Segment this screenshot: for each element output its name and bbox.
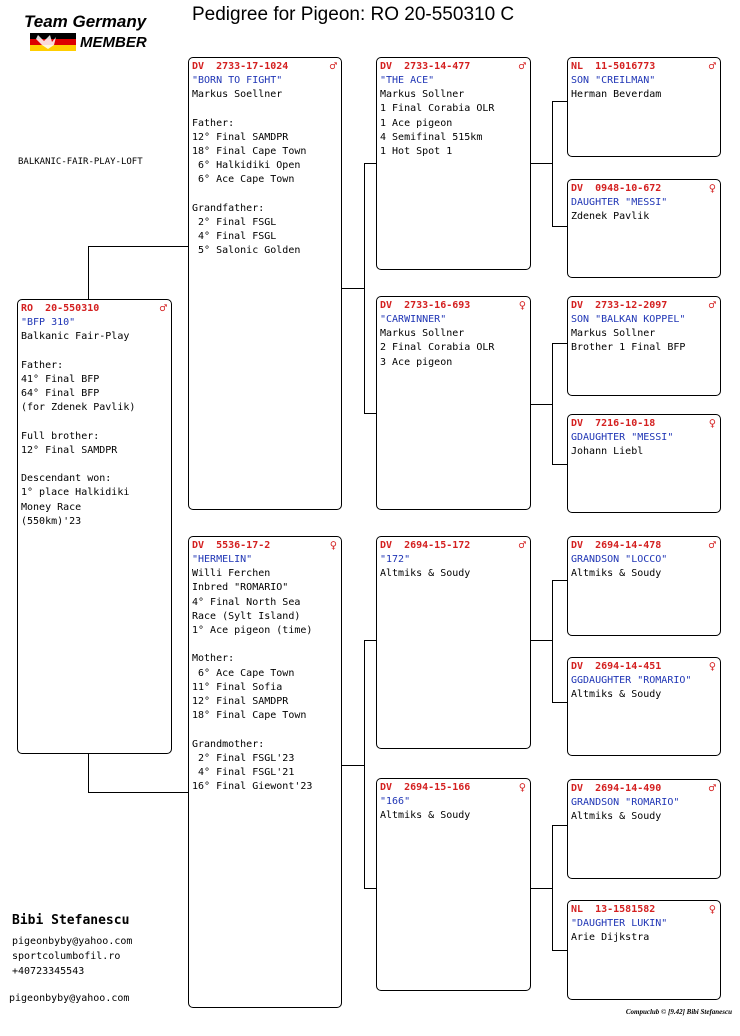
ring-number — [380, 781, 527, 795]
connector — [364, 163, 365, 413]
pigeon-info-line — [192, 723, 338, 737]
female-symbol-icon: ♀ — [708, 416, 716, 430]
connector — [88, 246, 89, 301]
ring-number — [571, 903, 717, 917]
pigeon-info-line: 12° Final SAMDPR — [21, 444, 118, 456]
pigeon-name: SON "CREILMAN" — [571, 75, 656, 86]
connector — [552, 101, 567, 102]
pigeon-info-line — [21, 415, 168, 429]
female-symbol-icon: ♀ — [518, 298, 526, 312]
connector — [364, 413, 376, 414]
female-symbol-icon: ♀ — [708, 659, 716, 673]
pigeon-card-mf — [376, 536, 531, 749]
pigeon-info-line: (550km)'23 — [21, 515, 82, 527]
ring-number — [192, 60, 338, 74]
pigeon-info-line: Zdenek Pavlik — [571, 211, 650, 223]
connector — [552, 343, 553, 464]
pigeon-info-line: Father: — [192, 117, 235, 129]
pigeon-card-mmm — [567, 900, 721, 1000]
pigeon-info-line: Race (Sylt Island) — [192, 610, 301, 622]
ring-number — [571, 182, 717, 196]
ring-number — [380, 539, 527, 553]
connector — [552, 226, 567, 227]
ring-text: DV 0948-10-672 — [571, 183, 662, 194]
pigeon-info-line: Markus Sollner — [571, 328, 656, 340]
ring-text: DV 7216-10-18 — [571, 418, 656, 429]
pigeon-name: "172" — [380, 554, 411, 565]
pigeon-info-line: Money Race — [21, 501, 82, 513]
ring-number — [571, 417, 717, 431]
ring-text: DV 2733-12-2097 — [571, 300, 668, 311]
pigeon-card-fmm — [567, 414, 721, 513]
ring-text: DV 2694-14-478 — [571, 540, 662, 551]
pigeon-info-line: 4 Semifinal 515km — [380, 131, 483, 143]
pigeon-info-line: 1 Ace pigeon — [380, 117, 453, 129]
pigeon-info-line: 18° Final Cape Town — [192, 146, 307, 157]
ring-text: DV 2694-14-490 — [571, 783, 662, 794]
pigeon-name: GDAUGHTER "MESSI" — [571, 432, 674, 443]
male-symbol-icon: ♂ — [708, 59, 716, 73]
pigeon-info-line: Full brother: — [21, 430, 100, 442]
pigeon-name: "BORN TO FIGHT" — [192, 75, 283, 86]
pigeon-info-line: Herman Beverdam — [571, 89, 662, 101]
pigeon-info-line: Brother 1 Final BFP — [571, 342, 686, 354]
logo-line1: Team Germany — [24, 12, 147, 31]
pigeon-info-line: Altmiks & Soudy — [571, 568, 662, 580]
pigeon-info-line: Markus Soellner — [192, 89, 283, 101]
connector — [530, 163, 552, 164]
pigeon-info-line: 3 Ace pigeon — [380, 356, 453, 368]
pigeon-card-father — [188, 57, 342, 510]
male-symbol-icon: ♂ — [518, 538, 526, 552]
connector — [364, 640, 365, 888]
male-symbol-icon: ♂ — [159, 301, 167, 315]
pigeon-card-mother — [188, 536, 342, 1008]
pigeon-name: GGDAUGHTER "ROMARIO" — [571, 675, 692, 686]
pigeon-info-line: Descendant won: — [21, 473, 112, 485]
pigeon-name: "HERMELIN" — [192, 554, 253, 565]
pigeon-info-line: Johann Liebl — [571, 446, 644, 458]
pigeon-info-line: 6° Halkidiki Open — [192, 160, 301, 172]
pigeon-info-line: 12° Final SAMDPR — [192, 696, 289, 708]
connector — [364, 888, 376, 889]
pigeon-info-line: 4° Final FSGL — [192, 231, 277, 243]
ring-text: NL 13-1581582 — [571, 904, 656, 915]
ring-text: NL 11-5016773 — [571, 61, 656, 72]
pigeon-card-ffm — [567, 179, 721, 278]
connector — [364, 640, 376, 641]
pigeon-info-line: 16° Final Giewont'23 — [192, 781, 313, 793]
pigeon-card-fm — [376, 296, 531, 510]
pigeon-info-line: 2 Final Corabia OLR — [380, 342, 495, 354]
female-symbol-icon: ♀ — [708, 902, 716, 916]
ring-number — [571, 660, 717, 674]
pigeon-info-line: Mother: — [192, 653, 235, 665]
connector — [552, 702, 567, 703]
connector — [530, 888, 552, 889]
pigeon-info-line: Markus Sollner — [380, 89, 465, 101]
connector — [364, 163, 376, 164]
pigeon-name: "CARWINNER" — [380, 314, 447, 325]
ring-text: DV 2733-17-1024 — [192, 61, 289, 72]
pigeon-info-line — [192, 188, 338, 202]
pigeon-card-mmf — [567, 779, 721, 879]
pigeon-name: "BFP 310" — [21, 317, 76, 328]
pigeon-info-line: 6° Ace Cape Town — [192, 174, 295, 186]
male-symbol-icon: ♂ — [708, 298, 716, 312]
female-symbol-icon: ♀ — [329, 538, 337, 552]
team-germany-logo — [22, 12, 172, 56]
eagle-flag-icon — [30, 33, 76, 51]
pigeon-info-line: 4° Final FSGL'21 — [192, 767, 295, 779]
ring-text: RO 20-550310 — [21, 303, 100, 314]
pigeon-name: "THE ACE" — [380, 75, 435, 86]
connector — [552, 580, 553, 702]
ring-number — [571, 60, 717, 74]
pigeon-card-fmf — [567, 296, 721, 396]
pigeon-info-line — [21, 458, 168, 472]
pigeon-info-line: 12° Final SAMDPR — [192, 131, 289, 143]
pigeon-info-line: Altmiks & Soudy — [571, 811, 662, 823]
logo-line2: MEMBER — [80, 34, 147, 51]
pigeon-info-line: Balkanic Fair-Play — [21, 331, 130, 343]
connector — [552, 825, 567, 826]
pigeon-info-line: Grandfather: — [192, 202, 265, 214]
connector — [88, 792, 189, 793]
ring-number — [192, 539, 338, 553]
pigeon-info-line: 18° Final Cape Town — [192, 710, 307, 722]
connector — [552, 825, 553, 950]
pigeon-card-subject — [17, 299, 172, 754]
male-symbol-icon: ♂ — [518, 59, 526, 73]
pigeon-name: "DAUGHTER LUKIN" — [571, 918, 668, 929]
ring-text: DV 5536-17-2 — [192, 540, 271, 551]
breeder-website[interactable]: sportcolumbofil.ro — [12, 951, 121, 962]
pigeon-info-line: 4° Final North Sea — [192, 596, 301, 608]
breeder-phone: +40723345543 — [12, 966, 85, 977]
breeder-email-bottom[interactable]: pigeonbyby@yahoo.com — [9, 993, 130, 1004]
ring-text: DV 2694-14-451 — [571, 661, 662, 672]
pigeon-info-line: 2° Final FSGL — [192, 217, 277, 228]
breeder-email[interactable]: pigeonbyby@yahoo.com — [12, 936, 133, 947]
pigeon-card-mff — [567, 536, 721, 636]
ring-number — [21, 302, 168, 316]
pigeon-info-line: Father: — [21, 359, 64, 371]
pigeon-info-line: 5° Salonic Golden — [192, 245, 301, 257]
ring-number — [571, 299, 717, 313]
connector — [530, 404, 552, 405]
ring-number — [380, 60, 527, 74]
pigeon-info-line — [21, 344, 168, 358]
pigeon-name: SON "BALKAN KOPPEL" — [571, 314, 686, 325]
loft-name: BALKANIC-FAIR-PLAY-LOFT — [18, 157, 143, 167]
page-title: Pedigree for Pigeon: RO 20-550310 C — [192, 4, 515, 25]
pigeon-info-line: 64° Final BFP — [21, 388, 100, 399]
connector — [552, 950, 567, 951]
pigeon-card-mm — [376, 778, 531, 991]
pigeon-info-line: 1 Final Corabia OLR — [380, 103, 495, 115]
male-symbol-icon: ♂ — [329, 59, 337, 73]
ring-number — [571, 782, 717, 796]
pigeon-info-line: 1° Ace pigeon (time) — [192, 625, 313, 637]
connector — [341, 288, 364, 289]
pigeon-info-line: Willi Ferchen — [192, 568, 271, 580]
pigeon-name: GRANDSON "ROMARIO" — [571, 797, 680, 808]
pigeon-info-line: Grandmother: — [192, 738, 265, 750]
pigeon-info-line: 1 Hot Spot 1 — [380, 146, 453, 158]
ring-text: DV 2733-16-693 — [380, 300, 471, 311]
pigeon-info-line: 41° Final BFP — [21, 373, 100, 385]
pigeon-info-line: Altmiks & Soudy — [571, 689, 662, 701]
pigeon-info-line: Inbred "ROMARIO" — [192, 582, 289, 594]
connector — [341, 765, 364, 766]
pigeon-info-line: Altmiks & Soudy — [380, 810, 471, 822]
connector — [552, 580, 567, 581]
pigeon-name: GRANDSON "LOCCO" — [571, 554, 668, 565]
male-symbol-icon: ♂ — [708, 538, 716, 552]
pigeon-info-line: 6° Ace Cape Town — [192, 667, 295, 679]
pigeon-info-line — [192, 638, 338, 652]
pigeon-info-line: Markus Sollner — [380, 328, 465, 340]
connector — [552, 464, 567, 465]
pigeon-info-line: Altmiks & Soudy — [380, 568, 471, 580]
pigeon-info-line: (for Zdenek Pavlik) — [21, 402, 136, 414]
female-symbol-icon: ♀ — [518, 780, 526, 794]
female-symbol-icon: ♀ — [708, 181, 716, 195]
pigeon-info-line: 2° Final FSGL'23 — [192, 752, 295, 764]
connector — [552, 343, 567, 344]
male-symbol-icon: ♂ — [708, 781, 716, 795]
connector — [552, 101, 553, 226]
ring-text: DV 2694-15-172 — [380, 540, 471, 551]
connector — [530, 640, 552, 641]
pigeon-info-line: 1° place Halkidiki — [21, 487, 130, 499]
breeder-name: Bibi Stefanescu — [12, 913, 130, 928]
pigeon-card-fff — [567, 57, 721, 157]
pigeon-info-line: 11° Final Sofia — [192, 681, 283, 693]
pigeon-info-line — [192, 102, 338, 116]
ring-number — [571, 539, 717, 553]
ring-text: DV 2733-14-477 — [380, 61, 471, 72]
pigeon-info-line: Arie Dijkstra — [571, 932, 650, 944]
pigeon-card-ff — [376, 57, 531, 270]
pigeon-card-mfm — [567, 657, 721, 756]
connector — [88, 752, 89, 792]
pigeon-name: "166" — [380, 796, 411, 807]
ring-number — [380, 299, 527, 313]
connector — [88, 246, 189, 247]
pigeon-name: DAUGHTER "MESSI" — [571, 197, 668, 208]
software-credit: Compuclub © [9.42] Bibi Stefanescu — [625, 1008, 732, 1016]
ring-text: DV 2694-15-166 — [380, 782, 471, 793]
